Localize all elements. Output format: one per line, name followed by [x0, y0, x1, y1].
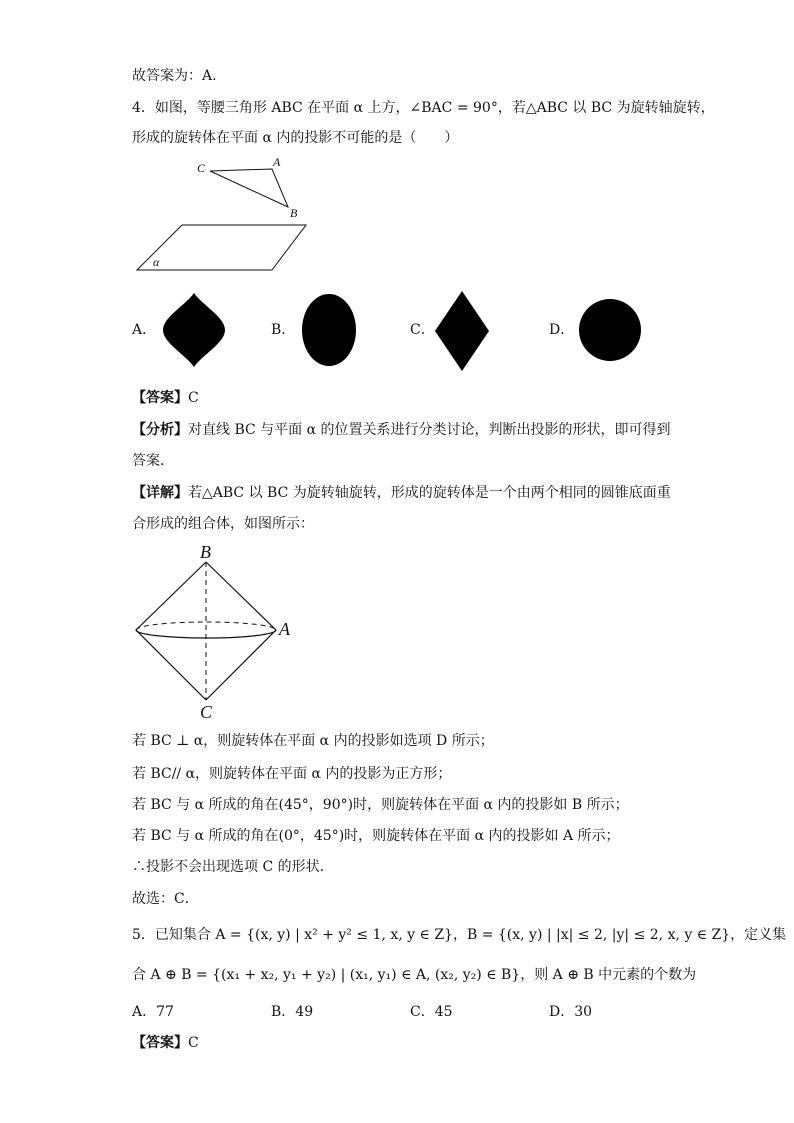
q4-detail-line-2: 合形成的组合体，如图所示： — [132, 516, 314, 532]
q4-analysis-tag: 【分析】 — [132, 422, 188, 438]
q4-option-c-label: C． — [410, 322, 435, 338]
fig2-label-c: C — [200, 702, 213, 722]
q4-case-3: 若 BC 与 α 所成的角在(45°，90°)时，则旋转体在平面 α 内的投影如 B 所示； — [132, 797, 629, 813]
q4-answer-tag: 【答案】 — [132, 390, 188, 406]
q4-detail-tag: 【详解】 — [132, 485, 188, 501]
q4-option-a-label: A． — [132, 322, 157, 338]
q4-answer-line — [132, 388, 199, 408]
q4-option-b-shape — [301, 293, 357, 367]
question-4-stem-line-1: 4．如图，等腰三角形 ABC 在平面 α 上方，∠BAC = 90°，若△ABC 以 BC 为旋转轴旋转， — [132, 100, 715, 116]
figure-triangle-above-plane — [130, 155, 310, 275]
q4-case-2: 若 BC// α，则旋转体在平面 α 内的投影为正方形； — [132, 766, 452, 782]
q4-conclusion: ∴投影不会出现选项 C 的形状． — [132, 859, 334, 875]
q4-analysis-line-2: 答案． — [132, 453, 174, 469]
q4-choice: 故选：C． — [132, 891, 199, 907]
fig1-label-c: C — [197, 161, 206, 175]
figure-double-cone — [128, 540, 308, 725]
question-5-stem-line-2: 合 A ⊕ B = {(x₁ + x₂, y₁ + y₂) | (x₁, y₁) ∈ A, (x₂, y₂) ∈ B}，则 A ⊕ B 中元素的个数为 — [132, 967, 697, 983]
question-5-stem-line-1: 5．已知集合 A = {(x, y) | x² + y² ≤ 1, x, y ∈ Z}，B = {(x, y) | |x| ≤ 2, |y| ≤ 2, x, y ∈ Z}，定义集 — [132, 927, 787, 943]
q4-case-1: 若 BC ⊥ α，则旋转体在平面 α 内的投影如选项 D 所示； — [132, 733, 494, 749]
q4-option-b-label: B． — [271, 322, 296, 338]
q5-option-c: C．45 — [410, 1004, 453, 1020]
q4-answer-value: C — [188, 390, 199, 406]
fig1-label-a: A — [273, 155, 281, 169]
q4-analysis-text-1: 对直线 BC 与平面 α 的位置关系进行分类讨论，判断出投影的形状，即可得到 — [188, 422, 671, 438]
q5-option-a: A．77 — [132, 1004, 174, 1020]
q4-option-d-label: D． — [549, 322, 575, 338]
fig2-label-b: B — [200, 542, 211, 562]
q4-option-a-shape — [162, 293, 226, 367]
q4-option-d-shape — [578, 298, 642, 362]
previous-answer-line: 故答案为：A. — [132, 68, 217, 84]
q5-answer-line — [132, 1033, 199, 1053]
fig1-label-alpha: α — [153, 255, 160, 269]
q4-case-4: 若 BC 与 α 所成的角在(0°，45°)时，则旋转体在平面 α 内的投影如 A 所示； — [132, 828, 620, 844]
q4-analysis-line-1 — [132, 420, 671, 440]
q5-option-b: B．49 — [271, 1004, 314, 1020]
q4-detail-line-1 — [132, 483, 671, 503]
q4-detail-text-1: 若△ABC 以 BC 为旋转轴旋转，形成的旋转体是一个由两个相同的圆锥底面重 — [188, 485, 671, 501]
plane-alpha — [137, 225, 306, 270]
fig2-label-a: A — [279, 619, 290, 639]
q4-option-c-shape — [434, 291, 490, 371]
q5-option-d: D．30 — [549, 1004, 593, 1020]
question-4-stem-line-2: 形成的旋转体在平面 α 内的投影不可能的是（ ） — [132, 130, 459, 146]
fig1-label-b: B — [290, 206, 298, 220]
q5-answer-tag: 【答案】 — [132, 1035, 188, 1051]
q5-answer-value: C — [188, 1035, 199, 1051]
triangle-abc — [210, 169, 288, 207]
